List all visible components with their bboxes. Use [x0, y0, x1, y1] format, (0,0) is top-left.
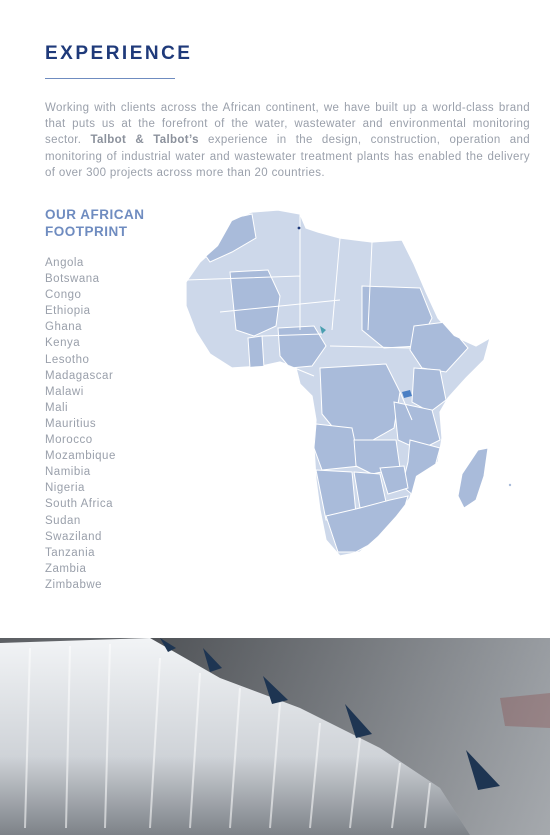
footprint-heading	[45, 206, 145, 240]
country-item: Congo	[45, 289, 82, 302]
tunis-marker	[298, 227, 301, 230]
country-item: Ethiopia	[45, 305, 91, 318]
footprint-heading-line1: OUR AFRICAN	[45, 207, 145, 222]
country-item: Swaziland	[45, 530, 102, 543]
country-item: Mali	[45, 401, 69, 414]
country-item: Kenya	[45, 337, 81, 350]
red-reflection	[500, 693, 550, 728]
region-ghana	[248, 336, 264, 368]
country-item: Angola	[45, 257, 84, 269]
brand-name: Talbot & Talbot’s	[90, 134, 199, 147]
country-item: Botswana	[45, 273, 100, 286]
country-item: Lesotho	[45, 353, 90, 366]
country-list	[45, 255, 116, 593]
region-angola	[314, 424, 360, 470]
country-item: Namibia	[45, 466, 91, 479]
country-item: Zambia	[45, 562, 87, 575]
country-item: Madagascar	[45, 369, 114, 382]
africa-continent	[186, 210, 511, 556]
intro-text-start: Working with clients across the African continent, we have built up a world-class brand that puts us at the forefront of the water, wastewater and environmental monitoring sector.	[45, 102, 530, 147]
region-madagascar	[458, 448, 488, 508]
footprint-heading-line2: FOOTPRINT	[45, 224, 128, 239]
country-item: Mozambique	[45, 450, 116, 463]
country-item: South Africa	[45, 498, 114, 511]
country-item: Nigeria	[45, 482, 85, 495]
country-item: Zimbabwe	[45, 578, 103, 591]
intro-paragraph	[45, 100, 530, 181]
weir-photo	[0, 638, 550, 835]
country-item: Sudan	[45, 514, 81, 527]
country-item: Tanzania	[45, 546, 96, 559]
country-item: Mauritius	[45, 417, 97, 430]
country-item: Malawi	[45, 385, 84, 398]
region-mali	[230, 270, 280, 336]
country-item: Morocco	[45, 434, 93, 447]
section-title: EXPERIENCE	[45, 43, 193, 64]
intro-text-end: experience in the design, construction, operation and monitoring of industrial water and wastewater treatment plants has enabled the delivery of over 300 projects across more than 20 countries.	[45, 134, 531, 179]
region-mauritius	[509, 484, 511, 486]
country-item: Ghana	[45, 321, 83, 334]
title-underline	[45, 78, 175, 79]
africa-map	[182, 203, 522, 563]
